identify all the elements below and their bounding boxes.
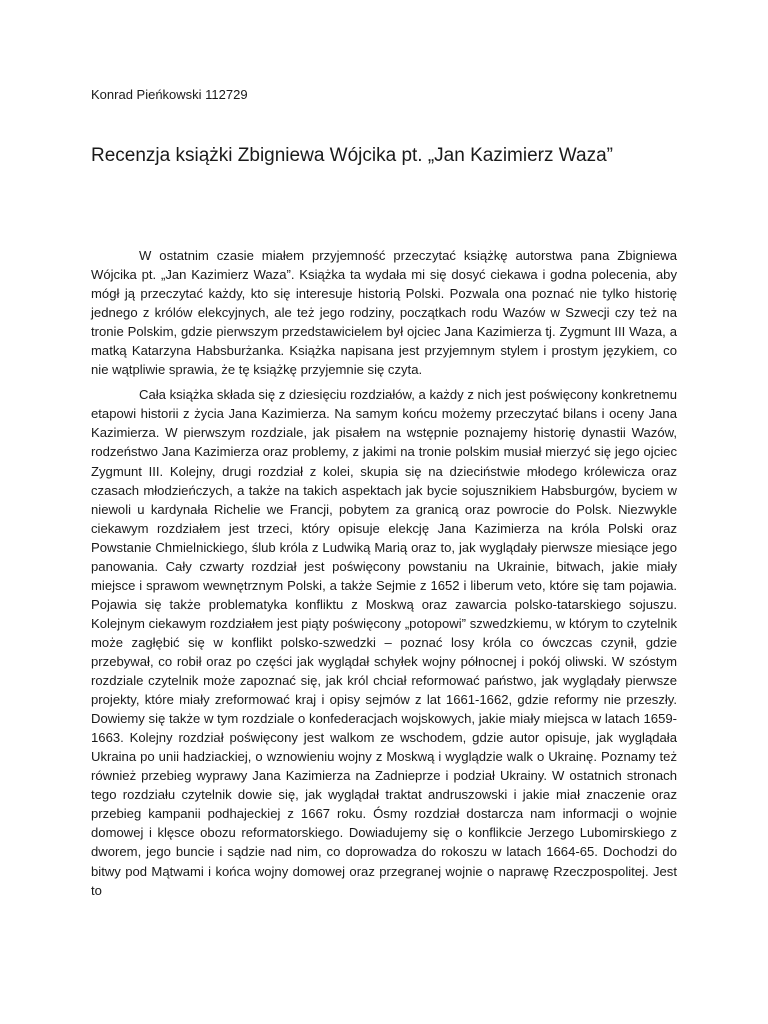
paragraph-chapters: Cała książka składa się z dziesięciu rozdziałów, a każdy z nich jest poświęcony konkretnemu etapowi historii z życia Jana Kazimierza. Na samym końcu możemy przeczytać bilans i oceny Jana Kazimierza. W pierwszym rozdziale, jak pisałem na wstępnie poznajemy historię dynastii Wazów, rodzeństwo Jana Kazimierza oraz problemy, z jakimi na tronie polskim musiał mierzyć się jego ojciec Zygmunt III. Kolejny, drugi rozdział z kolei, skupia się na dzieciństwie młodego królewicza oraz czasach młodzieńczych, a także na takich aspektach jak bycie sojusznikiem Habsburgów, byciem w niewoli u kardynała Richelie we Francji, pobytem za granicą oraz powrocie do Polsk. Niezwykle ciekawym rozdziałem jest trzeci, który opisuje elekcję Jana Kazimierza na króla Polski oraz Powstanie Chmielnickiego, ślub króla z Ludwiką Marią oraz to, jak wyglądały pierwsze miesiące jego panowania. Cały czwarty rozdział jest poświęcony powstaniu na Ukrainie, bitwach, jakie miały miejsce i sprawom wewnętrznym Polski, a także Sejmie z 1652 i liberum veto, które się tam pojawia. Pojawia się także problematyka konfliktu z Moskwą oraz zawarcia polsko-tatarskiego sojuszu. Kolejnym ciekawym rozdziałem jest piąty poświęcony „potopowi” szwedzkiemu, w którym to czytelnik może zagłębić się w konflikt polsko-szwedzki – poznać losy króla co ówczcas czynił, gdzie przebywał, co robił oraz po części jak wyglądał schyłek wojny północnej i pokój oliwski. W szóstym rozdziale czytelnik może zapoznać się, jak król chciał reformować państwo, jak wyglądały pierwsze projekty, które miały zreformować kraj i opisy sejmów z lat 1661-1662, gdzie reformy nie przeszły. Dowiemy się także w tym rozdziale o konfederacjach wojskowych, jakie miały miejsca w latach 1659-1663. Kolejny rozdział poświęcony jest walkom ze wschodem, gdzie autor opisuje, jak wyglądała Ukraina po unii hadziackiej, o wznowieniu wojny z Moskwą i wyglądzie walk o Ukrainę. Poznamy też również przebieg wyprawy Jana Kazimierza na Zadnieprze i podział Ukrainy. W ostatnich stronach tego rozdziału czytelnik dowie się, jak wyglądał traktat andruszowski i jakie miał znaczenie oraz przebieg kampanii podhajeckiej z 1667 roku. Ósmy rozdział dostarcza nam informacji o wojnie domowej i klęsce obozu reformatorskiego. Dowiadujemy się o konflikcie Jerzego Lubomirskiego z dworem, jego buncie i sądzie nad nim, co doprowadza do rokoszu w latach 1664-65. Dochodzi do bitwy pod Mątwami i końca wojny domowej oraz przegranej wojnie o naprawę Rzeczpospolitej. Jest to xyxy=(91,387,677,898)
document-title: Recenzja książki Zbigniewa Wójcika pt. „Jan Kazimierz Waza” xyxy=(91,145,613,166)
body-text xyxy=(91,246,677,906)
paragraph-intro: W ostatnim czasie miałem przyjemność przeczytać książkę autorstwa pana Zbigniewa Wójcika pt. „Jan Kazimierz Waza”. Książka ta wydała mi się dosyć ciekawa i godna polecenia, aby mógł ją przeczytać każdy, kto się interesuje historią Polski. Pozwala ona poznać nie tylko historię jednego z królów elekcyjnych, ale też jego rodziny, początkach rodu Wazów w Szwecji czy też na tronie Polskim, gdzie pierwszym przedstawicielem był ojciec Jana Kazimierza tj. Zygmunt III Waza, a matką Katarzyna Habsburżanka. Książka napisana jest przyjemnym stylem i prostym językiem, co nie wątpliwie sprawia, że tę książkę przyjemnie się czyta. xyxy=(91,248,677,378)
author-line: Konrad Pieńkowski 112729 xyxy=(91,87,248,102)
